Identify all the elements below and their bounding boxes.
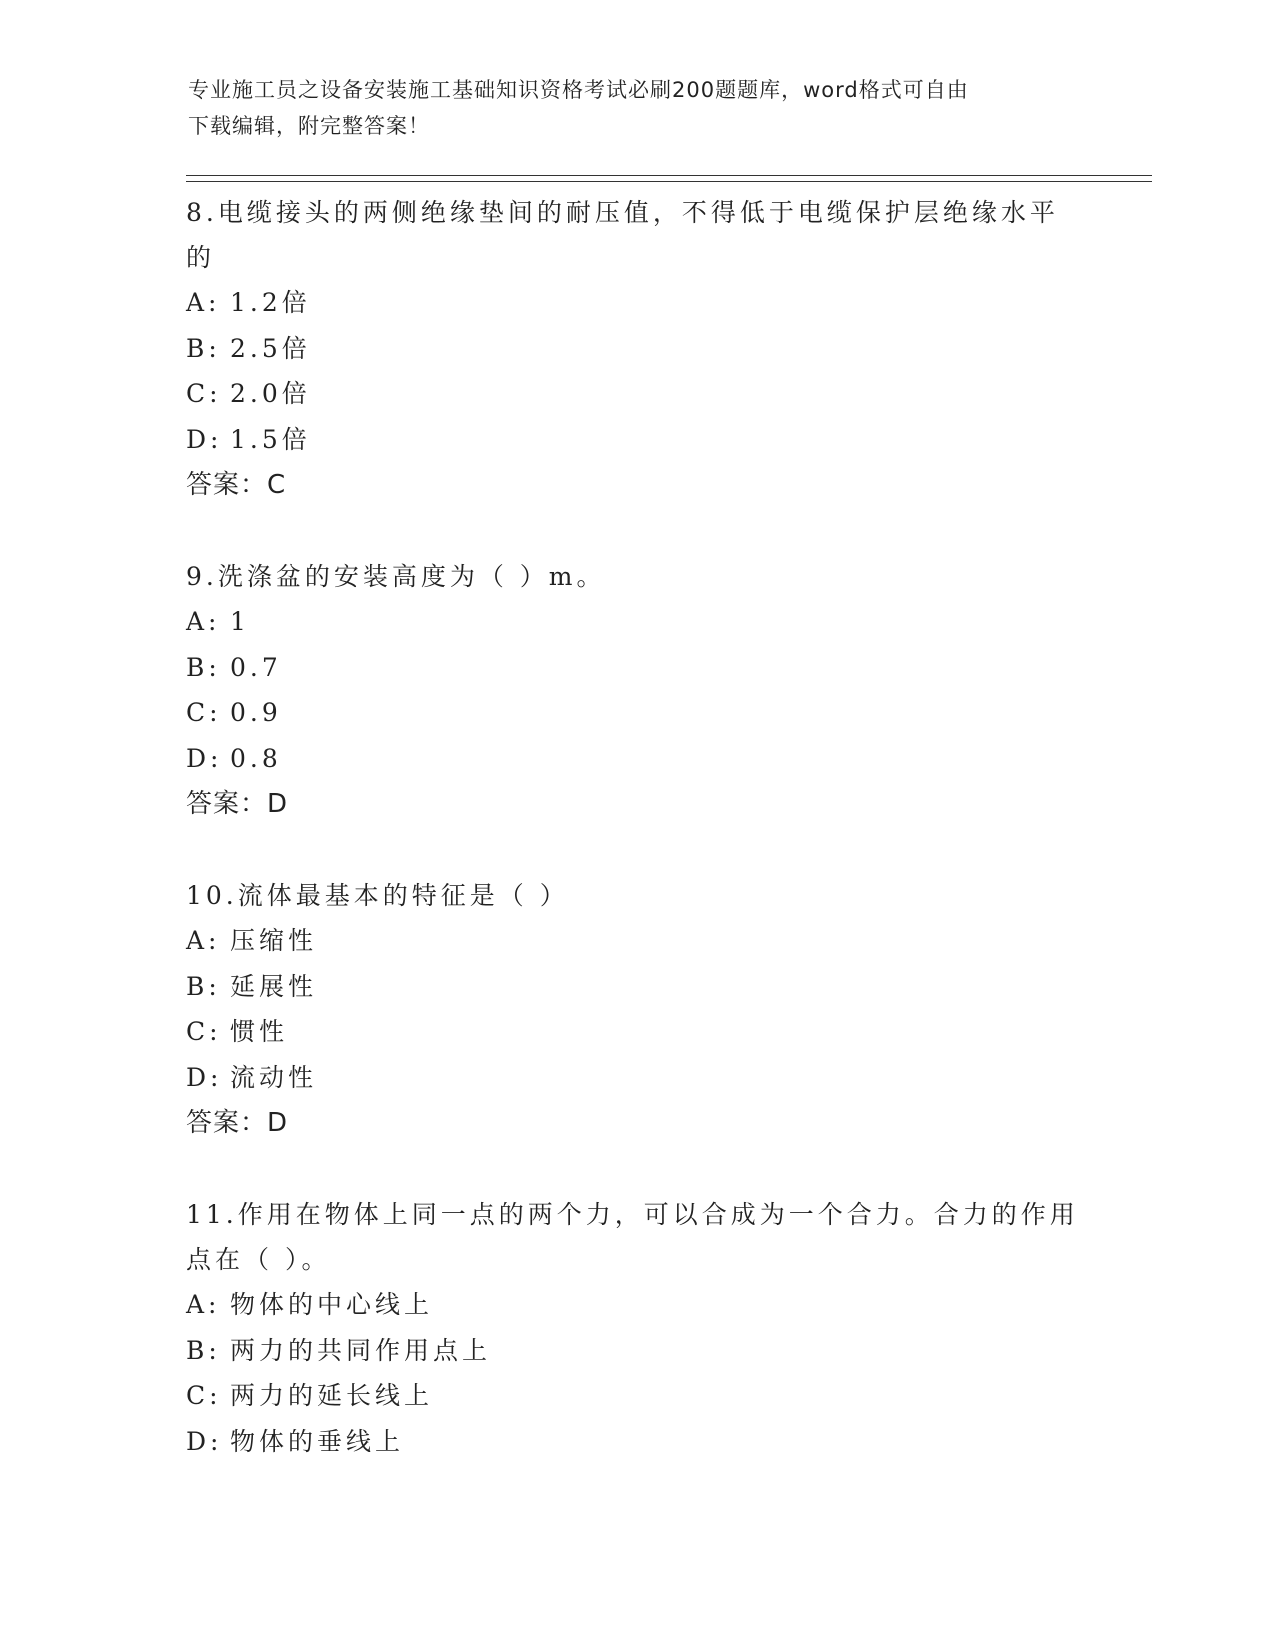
option-d <box>186 1055 1086 1101</box>
option-letter: D: <box>186 424 223 454</box>
option-a <box>186 280 1086 326</box>
option-a <box>186 918 1086 964</box>
question-stem: 11.作用在物体上同一点的两个力，可以合成为一个合力。合力的作用点在（ ）。 <box>186 1200 1079 1274</box>
option-c <box>186 371 1086 417</box>
option-d <box>186 1419 1086 1465</box>
header-divider-top <box>186 175 1152 176</box>
option-text: 两力的共同作用点上 <box>230 1335 492 1365</box>
question-stem: 10.流体最基本的特征是（ ） <box>186 881 569 910</box>
option-text: 两力的延长线上 <box>230 1381 434 1410</box>
option-text: 0.7 <box>230 652 282 682</box>
option-letter: A: <box>186 926 221 955</box>
option-letter: C: <box>186 379 222 408</box>
header-line-2: 下载编辑，附完整答案！ <box>188 114 430 138</box>
option-b <box>186 645 1086 691</box>
option-letter: D: <box>186 1426 223 1456</box>
option-letter: B: <box>186 333 221 363</box>
option-letter: C: <box>186 1017 222 1046</box>
answer-line: 答案：D <box>186 789 289 819</box>
option-text: 延展性 <box>230 971 318 1001</box>
question-list <box>186 190 1086 1510</box>
option-text: 0.8 <box>230 743 282 773</box>
option-b <box>186 1328 1086 1374</box>
document-header <box>188 72 1068 144</box>
option-letter: C: <box>186 1381 222 1410</box>
option-letter: B: <box>186 1335 221 1365</box>
option-text: 流动性 <box>230 1062 318 1092</box>
header-line-1: 专业施工员之设备安装施工基础知识资格考试必刷200题题库，word格式可自由 <box>188 78 969 102</box>
option-text: 物体的中心线上 <box>230 1290 434 1319</box>
option-text: 2.0倍 <box>230 379 311 408</box>
option-b <box>186 326 1086 372</box>
question-11 <box>186 1192 1086 1464</box>
option-text: 压缩性 <box>230 926 318 955</box>
option-d <box>186 736 1086 782</box>
option-d <box>186 417 1086 463</box>
option-letter: B: <box>186 652 221 682</box>
header-divider-bottom <box>186 181 1152 182</box>
option-a <box>186 1282 1086 1328</box>
option-letter: D: <box>186 743 223 773</box>
option-letter: B: <box>186 971 221 1001</box>
option-text: 1 <box>230 607 250 636</box>
option-letter: D: <box>186 1062 223 1092</box>
option-text: 1.5倍 <box>230 424 311 454</box>
option-letter: A: <box>186 1290 221 1319</box>
option-a <box>186 599 1086 645</box>
option-c <box>186 1009 1086 1055</box>
question-9 <box>186 554 1086 827</box>
option-b <box>186 964 1086 1010</box>
option-text: 0.9 <box>230 698 282 727</box>
option-letter: C: <box>186 698 222 727</box>
question-10 <box>186 873 1086 1146</box>
answer-line: 答案：D <box>186 1108 289 1138</box>
answer-line: 答案：C <box>186 470 287 500</box>
question-stem: 8.电缆接头的两侧绝缘垫间的耐压值，不得低于电缆保护层绝缘水平的 <box>186 198 1059 272</box>
option-letter: A: <box>186 607 221 636</box>
option-text: 2.5倍 <box>230 333 311 363</box>
option-text: 惯性 <box>230 1017 289 1046</box>
option-text: 物体的垂线上 <box>230 1426 405 1456</box>
option-c <box>186 690 1086 736</box>
question-stem: 9.洗涤盆的安装高度为（ ）m。 <box>186 562 606 591</box>
option-c <box>186 1373 1086 1419</box>
option-letter: A: <box>186 288 221 317</box>
option-text: 1.2倍 <box>230 288 311 317</box>
question-8 <box>186 190 1086 508</box>
